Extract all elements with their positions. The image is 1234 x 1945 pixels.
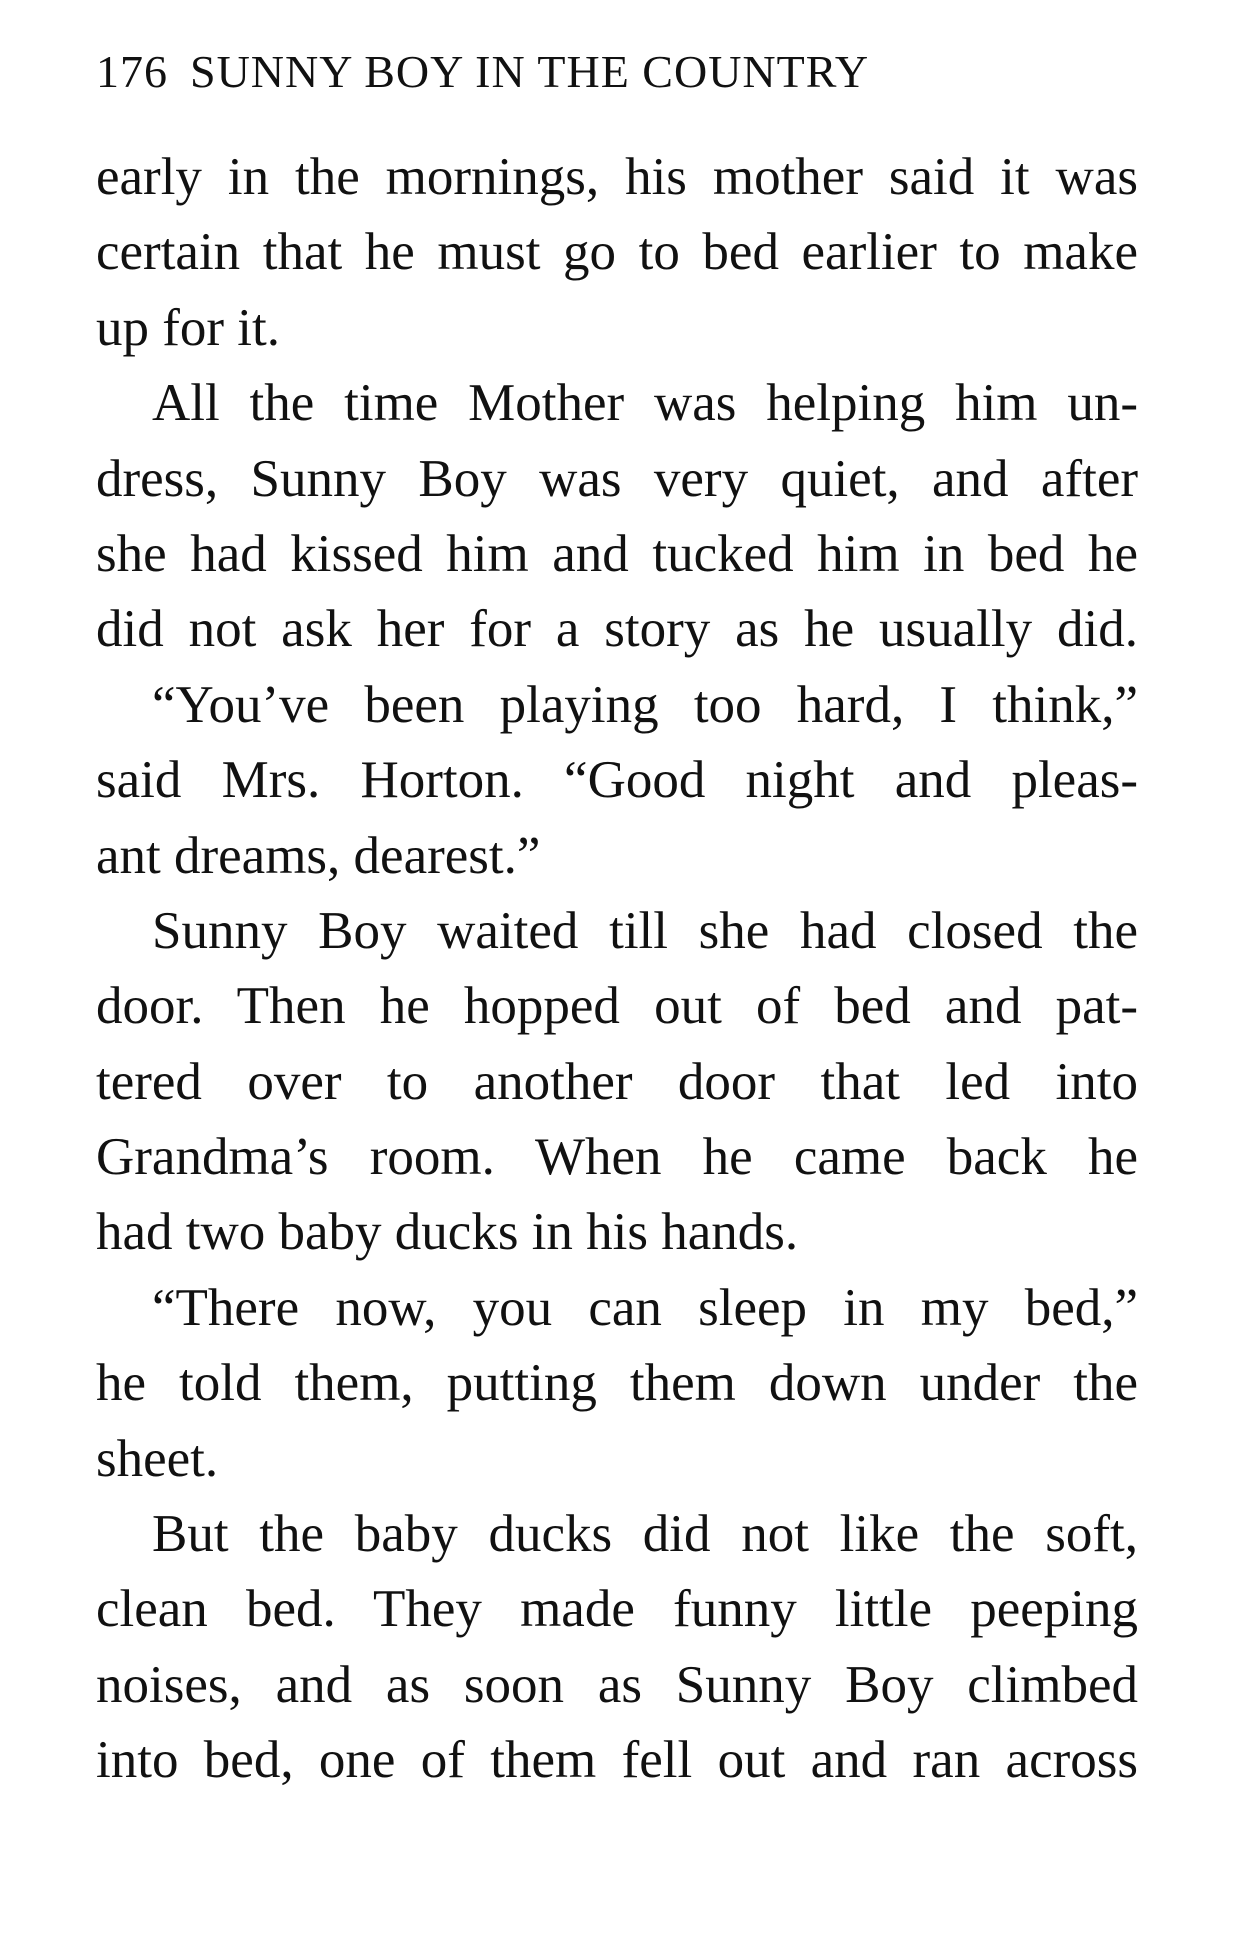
text-line: did not ask her for a story as he usually did.: [96, 600, 1138, 659]
text-line: she had kissed him and tucked him in bed he: [96, 524, 1138, 583]
text-line: dress, Sunny Boy was very quiet, and after: [96, 449, 1138, 508]
page-number: 176: [96, 46, 168, 97]
text-line: Sunny Boy waited till she had closed the: [152, 901, 1138, 960]
text-line: tered over to another door that led into: [96, 1052, 1138, 1111]
text-line: sheet.: [96, 1429, 219, 1488]
text-line: “You’ve been playing too hard, I think,”: [152, 675, 1138, 734]
text-line: ant dreams, dearest.”: [96, 826, 541, 885]
text-line: certain that he must go to bed earlier to make: [96, 223, 1138, 282]
running-head: [96, 40, 1138, 104]
text-line: noises, and as soon as Sunny Boy climbed: [96, 1655, 1138, 1714]
text-line: had two baby ducks in his hands.: [96, 1203, 799, 1262]
text-line: he told them, putting them down under the: [96, 1354, 1138, 1413]
text-line: All the time Mother was helping him un-: [152, 374, 1138, 433]
text-line: door. Then he hopped out of bed and pat-: [96, 977, 1138, 1036]
text-line: early in the mornings, his mother said it was: [96, 148, 1138, 206]
text-line: into bed, one of them fell out and ran across: [96, 1731, 1138, 1790]
text-line: clean bed. They made funny little peeping: [96, 1580, 1138, 1639]
running-title: SUNNY BOY IN THE COUNTRY: [190, 46, 870, 97]
text-line: “There now, you can sleep in my bed,”: [152, 1278, 1138, 1337]
book-page: [96, 40, 1138, 1799]
body-text: [96, 140, 1138, 1799]
text-line: up for it.: [96, 298, 280, 357]
text-line: said Mrs. Horton. “Good night and pleas-: [96, 751, 1138, 810]
text-line: Grandma’s room. When he came back he: [96, 1128, 1138, 1187]
text-line: But the baby ducks did not like the soft,: [152, 1505, 1138, 1564]
